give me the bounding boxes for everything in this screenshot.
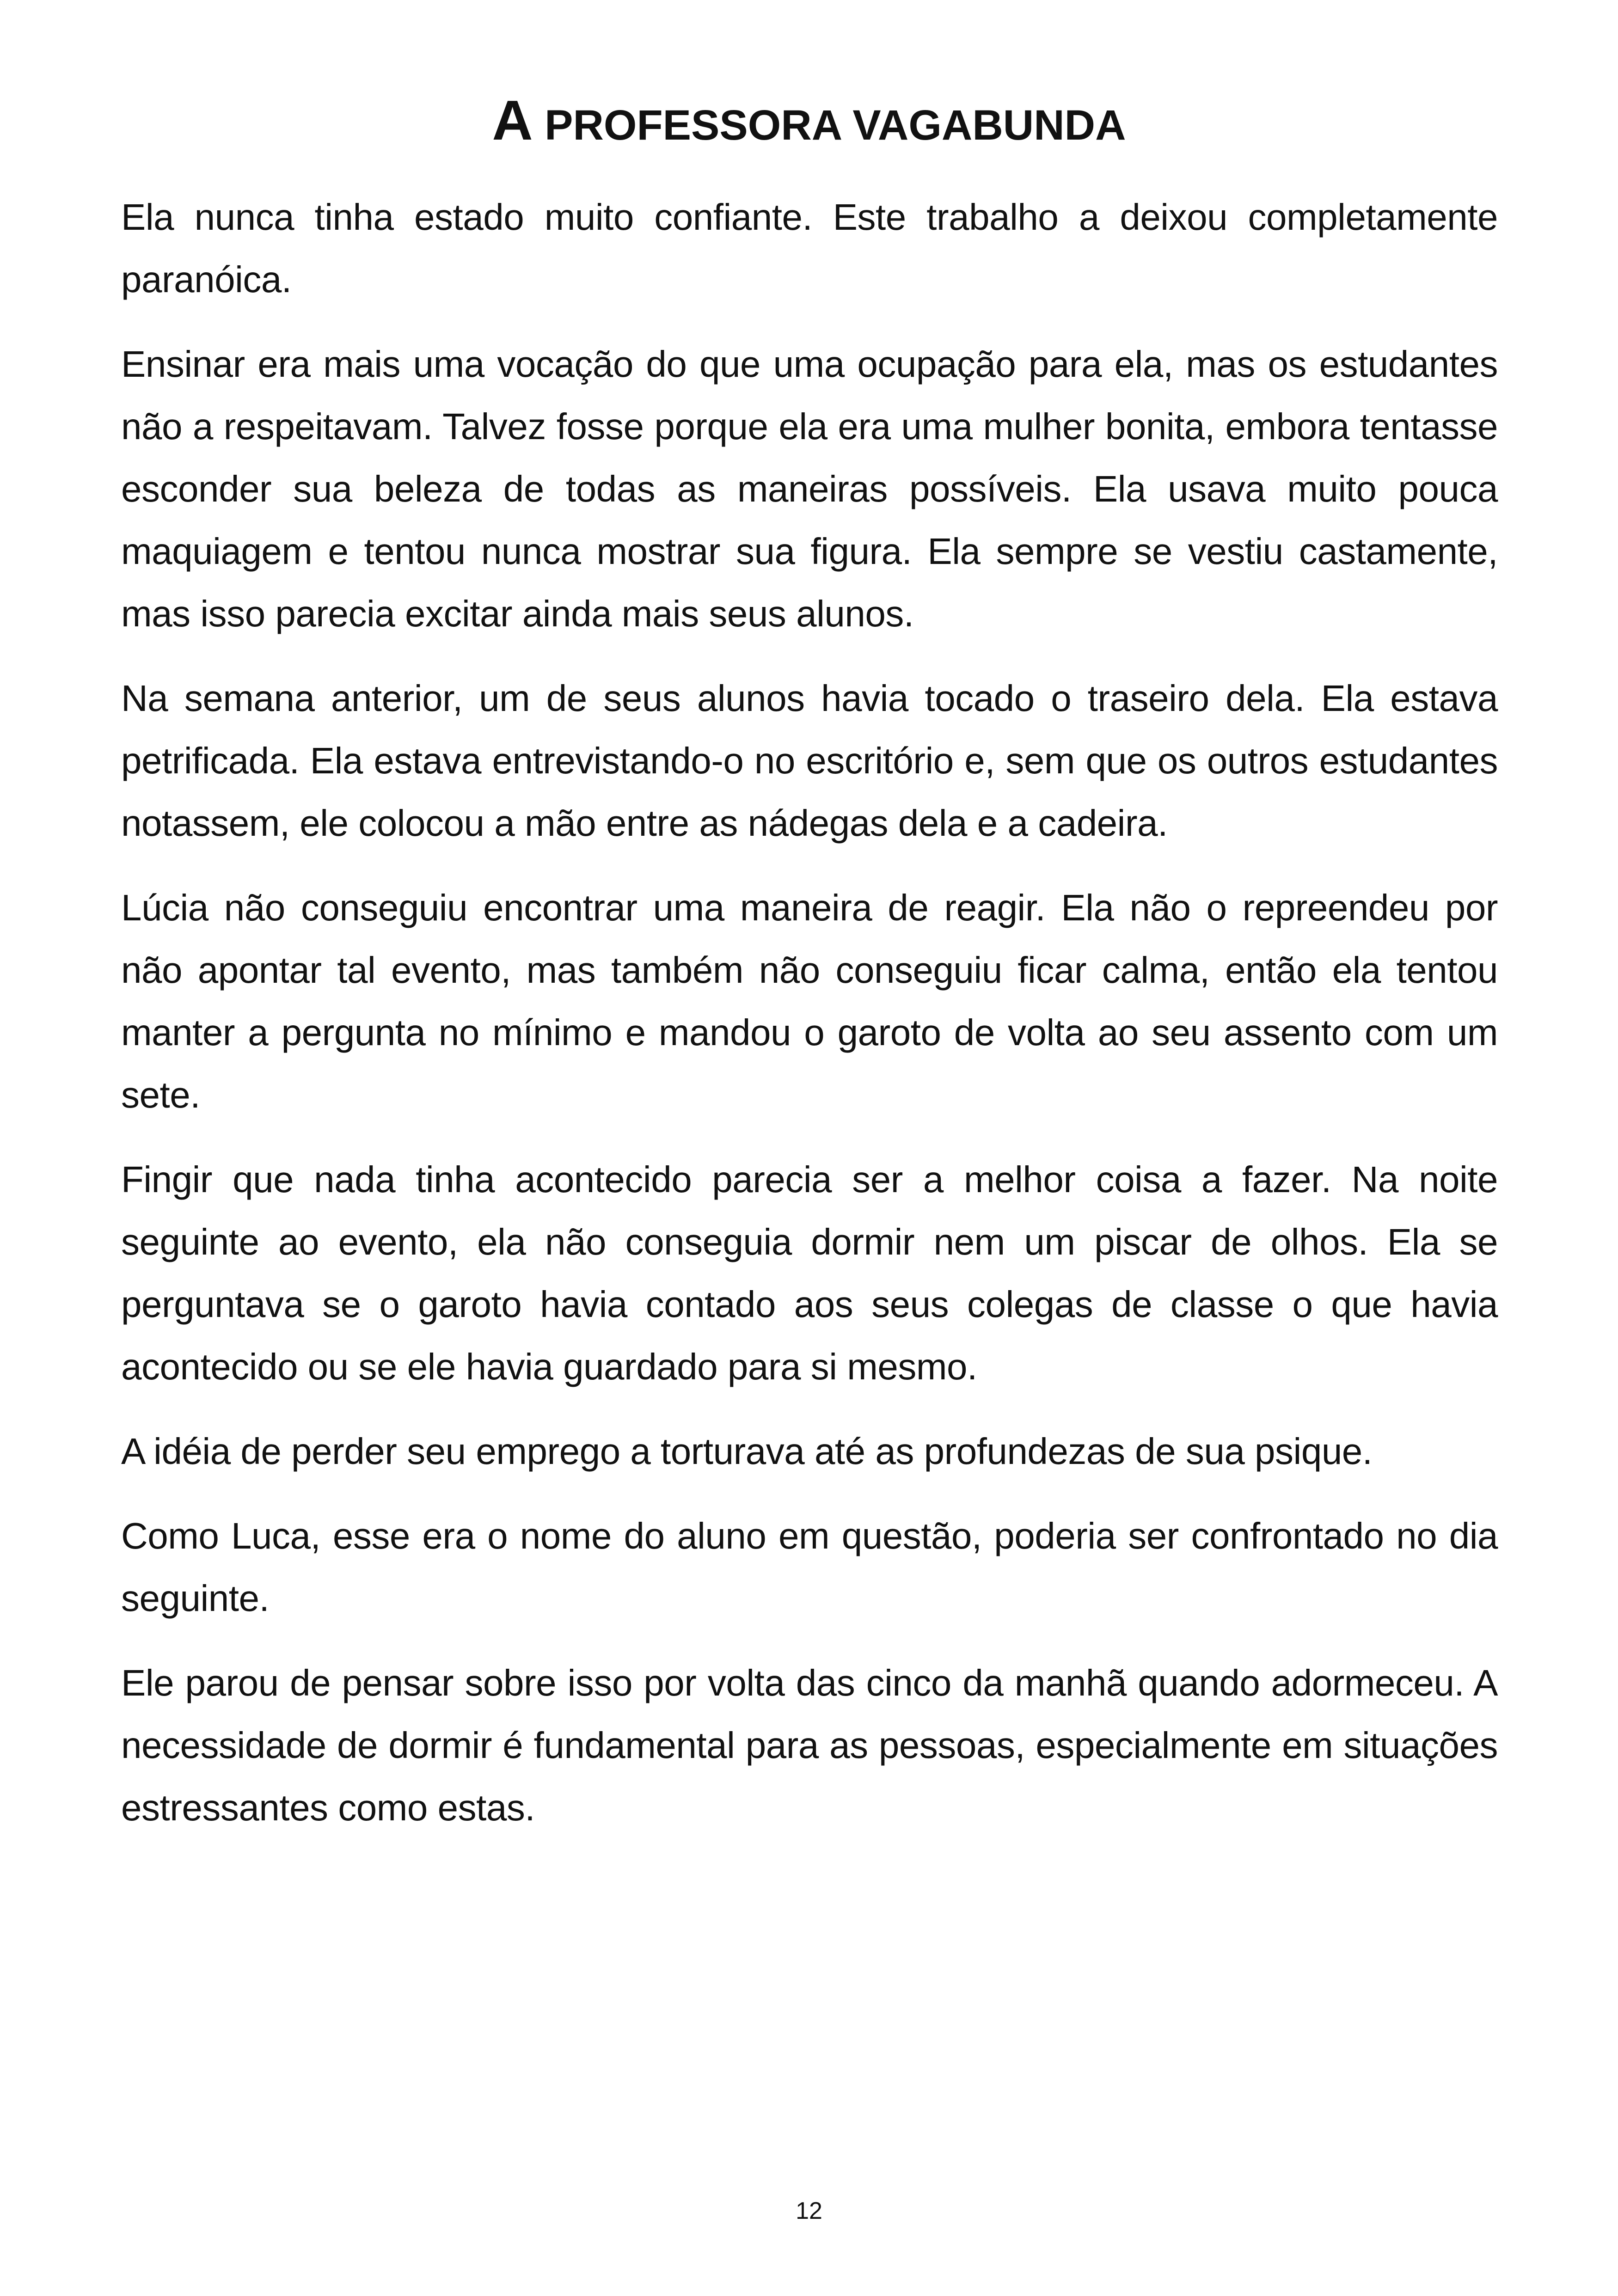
paragraph-8: Ele parou de pensar sobre isso por volta das cinco da manhã quando adormeceu. A necessidade de dormir é fundamental para as pessoas, especialmente em situações estressantes como estas. bbox=[121, 1662, 1498, 1828]
page-number: 12 bbox=[796, 2198, 822, 2224]
paragraph-5: Fingir que nada tinha acontecido parecia ser a melhor coisa a fazer. Na noite seguinte ao evento, ela não conseguia dormir nem um piscar de olhos. Ela se perguntava se o garoto havia contado aos seus colegas de classe o que havia acontecido ou se ele havia guardado para si mesmo. bbox=[121, 1159, 1498, 1387]
chapter-title-initial: A bbox=[492, 89, 533, 152]
paragraph-1: Ela nunca tinha estado muito confiante. Este trabalho a deixou completamente paranóica. bbox=[121, 196, 1498, 300]
paragraph-4: Lúcia não conseguiu encontrar uma maneira de reagir. Ela não o repreendeu por não apontar tal evento, mas também não conseguiu ficar calma, então ela tentou manter a pergunta no mínimo e mandou o garoto de volta ao seu assento com um sete. bbox=[121, 887, 1498, 1115]
paragraph-3: Na semana anterior, um de seus alunos havia tocado o traseiro dela. Ela estava petrificada. Ela estava entrevistando-o no escritório e, sem que os outros estudantes notassem, ele colocou a mão entre as nádegas dela e a cadeira. bbox=[121, 678, 1498, 844]
paragraph-6: A idéia de perder seu emprego a torturava até as profundezas de sua psique. bbox=[121, 1431, 1373, 1472]
chapter-title bbox=[0, 90, 1618, 155]
paragraph-7: Como Luca, esse era o nome do aluno em questão, poderia ser confrontado no dia seguinte. bbox=[121, 1515, 1498, 1619]
chapter-title-rest: PROFESSORA VAGABUNDA bbox=[533, 102, 1126, 149]
chapter-body bbox=[121, 186, 1498, 1861]
paragraph-2: Ensinar era mais uma vocação do que uma ocupação para ela, mas os estudantes não a respeitavam. Talvez fosse porque ela era uma mulher bonita, embora tentasse esconder sua beleza de todas as maneiras possíveis. Ela usava muito pouca maquiagem e tentou nunca mostrar sua figura. Ela sempre se vestiu castamente, mas isso parecia excitar ainda mais seus alunos. bbox=[121, 343, 1498, 634]
